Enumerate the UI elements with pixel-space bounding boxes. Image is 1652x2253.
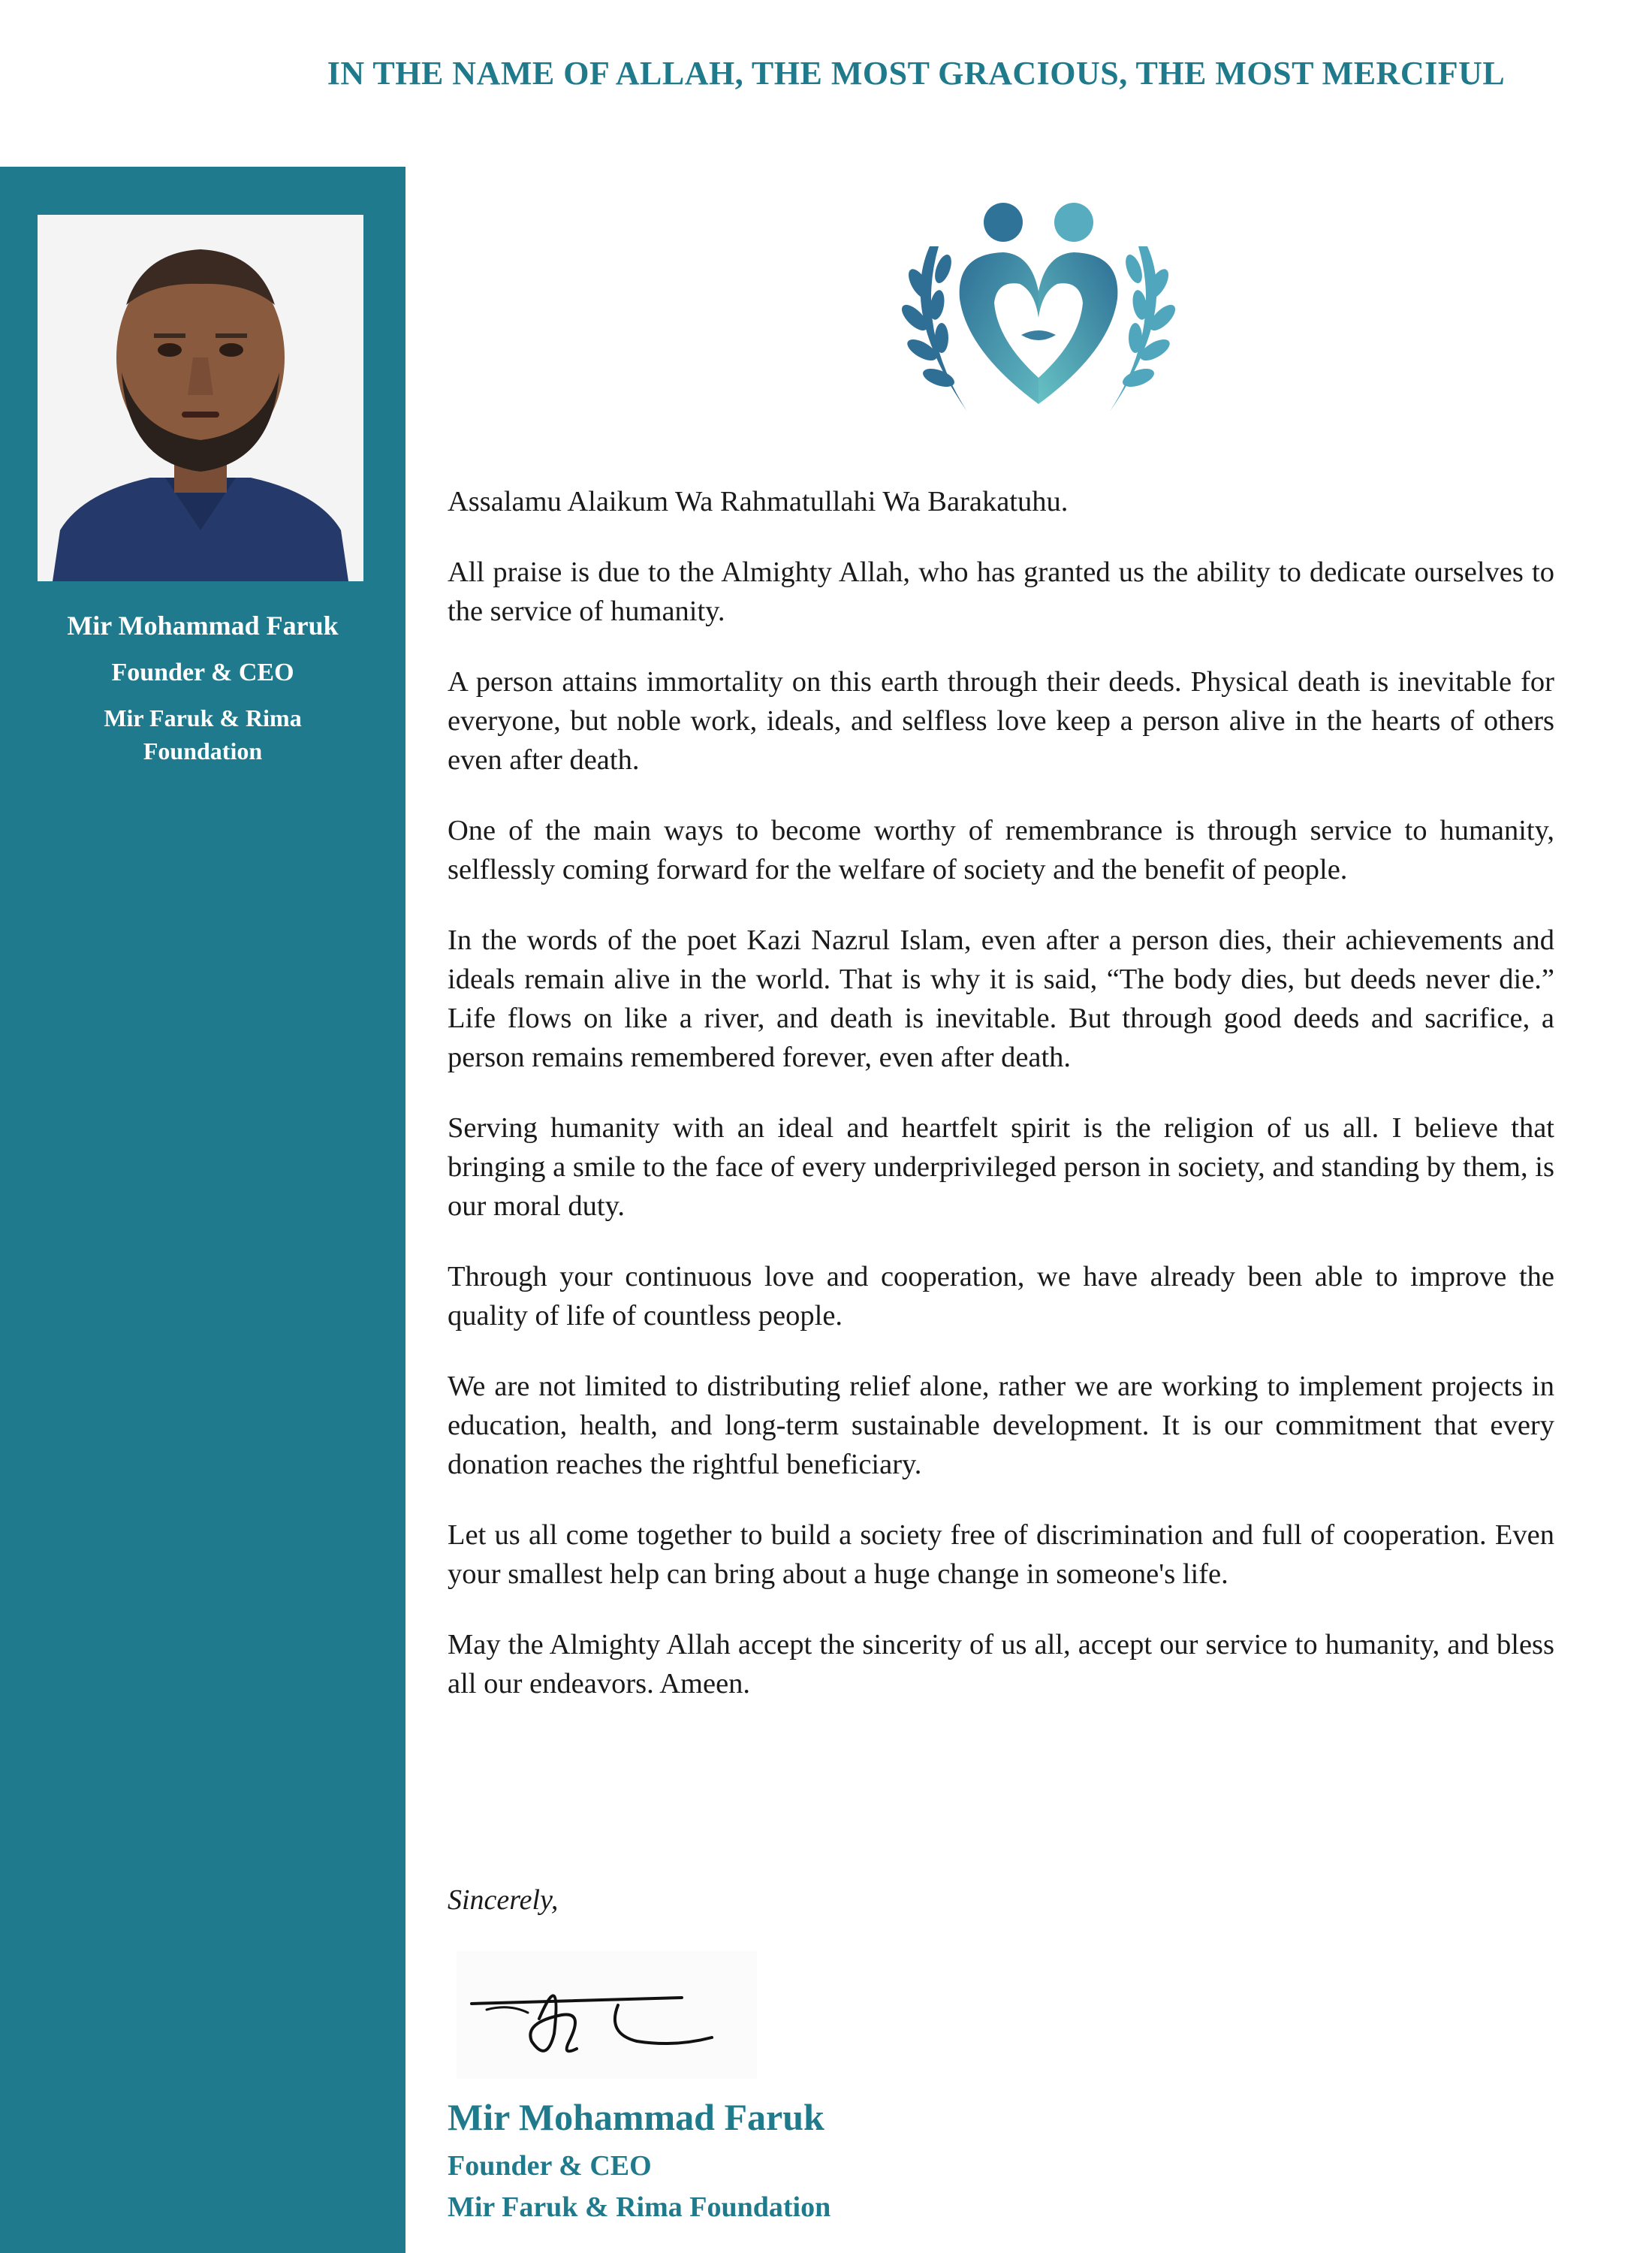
sidebar-organization: Mir Faruk & Rima Foundation bbox=[104, 704, 302, 765]
letter-paragraph: We are not limited to distributing relief alone, rather we are working to implement projects in education, health, and long-term sustainable development. It is our commitment that every donation reaches the rightful beneficiary. bbox=[448, 1371, 1554, 1480]
signoff-organization: Mir Faruk & Rima Foundation bbox=[448, 2191, 831, 2223]
letter-paragraph: In the words of the poet Kazi Nazrul Islam, even after a person dies, their achievements and ideals remain alive in the world. That is why it is said, “The body dies, but deeds never die.” Life flows on like a river, and death is inevitable. But through good deeds and sacrifice, a person remains remembered forever, even after death. bbox=[448, 924, 1554, 1073]
letter-paragraph: Assalamu Alaikum Wa Rahmatullahi Wa Barakatuhu. bbox=[448, 486, 1069, 517]
sidebar-name: Mir Mohammad Faruk bbox=[67, 611, 339, 641]
letter-paragraph: A person attains immortality on this earth through their deeds. Physical death is inevitable for everyone, but noble work, ideals, and selfless love keep a person alive in the hearts of others even after death. bbox=[448, 666, 1554, 776]
page-header-title: IN THE NAME OF ALLAH, THE MOST GRACIOUS, THE MOST MERCIFUL bbox=[327, 55, 1506, 92]
letter-closing: Sincerely, bbox=[448, 1884, 559, 1916]
letter-paragraph: Let us all come together to build a society free of discrimination and full of cooperation. Even your smallest help can bring about a huge change in someone's life. bbox=[448, 1519, 1554, 1590]
sidebar-role: Founder & CEO bbox=[111, 659, 294, 686]
portrait-photo bbox=[38, 215, 363, 581]
letter-body bbox=[448, 482, 1554, 1735]
handwritten-signature bbox=[457, 1951, 757, 2079]
sidebar bbox=[0, 167, 405, 2253]
signoff-name: Mir Mohammad Faruk bbox=[448, 2096, 824, 2138]
letter-paragraph: One of the main ways to become worthy of remembrance is through service to humanity, selflessly coming forward for the welfare of society and the benefit of people. bbox=[448, 815, 1554, 885]
heart-people-laurel-logo-icon bbox=[885, 179, 1192, 434]
portrait-illustration bbox=[38, 215, 363, 581]
letter-paragraph: Through your continuous love and cooperation, we have already been able to improve the quality of life of countless people. bbox=[448, 1261, 1554, 1332]
letter-paragraph: All praise is due to the Almighty Allah, who has granted us the ability to dedicate ourselves to the service of humanity. bbox=[448, 556, 1554, 627]
letter-paragraph: May the Almighty Allah accept the sincerity of us all, accept our service to humanity, and bless all our endeavors. Ameen. bbox=[448, 1629, 1554, 1700]
signoff-role: Founder & CEO bbox=[448, 2150, 652, 2182]
letter-paragraph: Serving humanity with an ideal and heartfelt spirit is the religion of us all. I believe that bringing a smile to the face of every underprivileged person in society, and standing by them, is our moral duty. bbox=[448, 1112, 1554, 1222]
